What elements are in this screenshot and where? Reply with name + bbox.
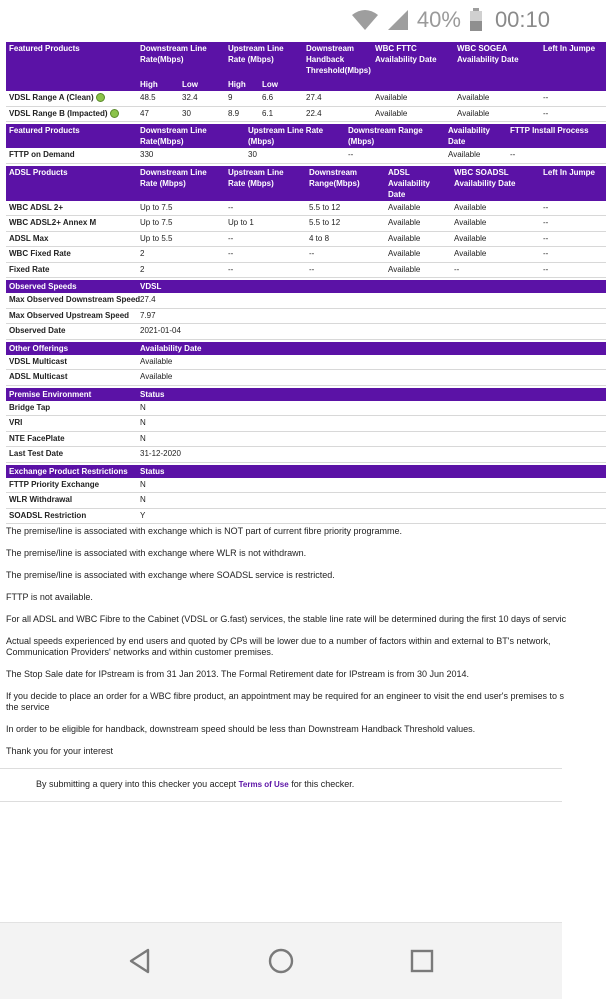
cell: 30 [179,106,225,122]
col-featured-products: Featured Products [6,124,137,148]
table-row [6,324,606,340]
table-row [6,416,606,432]
product-name: WBC ADSL2+ Annex M [6,216,137,232]
table-row [6,148,606,163]
cell: 2 [137,262,225,278]
col-featured-products: Featured Products [6,42,137,78]
home-icon[interactable] [267,947,295,975]
status-bar [0,0,562,40]
cell: 31-12-2020 [137,447,606,463]
subheader-blank [303,78,372,91]
cell: Available [385,201,451,216]
table-row [6,308,606,324]
row-label: NTE FacePlate [6,431,137,447]
cell: -- [451,262,540,278]
col-other-offerings: Other Offerings [6,342,137,355]
note [0,691,565,713]
cell: -- [540,91,606,106]
note-line: The premise/line is associated with exchange which is NOT part of current fibre priority programme. [6,526,402,536]
cell: 48.5 [137,91,179,106]
col-left-in-jumper: Left In Jumpe [540,166,606,201]
cell: Up to 7.5 [137,201,225,216]
col-adsl-products: ADSL Products [6,166,137,201]
cell: Available [454,91,540,106]
cell: -- [540,201,606,216]
product-name: VDSL Range B (Impacted) [6,106,137,122]
cell: -- [225,231,306,247]
row-label: Bridge Tap [6,401,137,416]
cell: Available [385,231,451,247]
product-name: WBC ADSL 2+ [6,201,137,216]
col-vdsl: VDSL [137,280,606,293]
adsl-table [6,166,606,279]
note [0,746,562,757]
cell: Available [451,231,540,247]
signal-icon [387,9,409,31]
cell: Up to 1 [225,216,306,232]
fibre-icon [96,93,105,102]
cell: -- [225,201,306,216]
table-row [6,447,606,463]
note [0,614,567,625]
note [0,669,562,680]
col-downstream-range: Downstream Range(Mbps) [306,166,385,201]
cell: Available [454,106,540,122]
cell: Available [137,355,606,370]
cell: 47 [137,106,179,122]
cell: N [137,493,606,509]
product-name: WBC Fixed Rate [6,247,137,263]
col-left-in-jumper: Left In Jumpe [540,42,606,78]
fttp-table [6,124,606,164]
note-line: The premise/line is associated with exchange where WLR is not withdrawn. [6,548,307,558]
table-row [6,493,606,509]
table-row [6,401,606,416]
exchange-restrictions-table [6,465,606,525]
cell: N [137,478,606,493]
note [0,636,562,658]
cell: 2 [137,247,225,263]
note [0,592,562,603]
cell: -- [225,262,306,278]
cell: Available [451,247,540,263]
cell: -- [540,247,606,263]
subheader-blank [540,78,606,91]
note [0,548,562,559]
col-premise-environment: Premise Environment [6,388,137,401]
cell: -- [540,262,606,278]
cell: 5.5 to 12 [306,201,385,216]
col-downstream-rate: Downstream Line Rate(Mbps) [137,124,245,148]
cell: -- [306,247,385,263]
table-row [6,370,606,386]
cell: -- [507,148,606,163]
cell: Available [385,247,451,263]
col-downstream-rate: Downstream Line Rate (Mbps) [137,166,225,201]
cell: Available [372,91,454,106]
col-availability-date: Availability Date [445,124,507,148]
table-row [6,91,606,106]
cell: N [137,401,606,416]
subheader-blank [372,78,454,91]
battery-icon [469,8,483,32]
note-line: If you decide to place an order for a WBC fibre product, an appointment may be required for an engineer to visit the end user's premises to s [6,691,565,701]
col-soadsl-availability: WBC SOADSL Availability Date [451,166,540,201]
note-line: the service [6,702,50,712]
row-label: FTTP Priority Exchange [6,478,137,493]
premise-environment-table [6,388,606,463]
note [0,526,562,537]
table-row [6,231,606,247]
note-line: For all ADSL and WBC Fibre to the Cabinet (VDSL or G.fast) services, the stable line rate will be determined during the first 10 days of servic [6,614,567,624]
cell: Available [137,370,606,386]
note-line: The Stop Sale date for IPstream is from 31 Jan 2013. The Formal Retirement date for IPstream is from 30 Jun 2014. [6,669,470,679]
note-line: The premise/line is associated with exchange where SOADSL service is restricted. [6,570,335,580]
table-row [6,201,606,216]
row-label: VRI [6,416,137,432]
cell: 9 [225,91,259,106]
cell: Available [385,216,451,232]
note-line: FTTP is not available. [6,592,93,602]
col-downstream-rate: Downstream Line Rate(Mbps) [137,42,225,78]
cell: Available [385,262,451,278]
cell: 2021-01-04 [137,324,606,340]
col-upstream-rate: Upstream Line Rate (Mbps) [225,166,306,201]
col-upstream-rate: Upstream Line Rate (Mbps) [245,124,345,148]
note-line: Actual speeds experienced by end users and quoted by CPs will be lower due to a number of factors within and external to BT's network, [6,636,551,646]
terms-of-use-link[interactable]: Terms of Use [238,780,289,789]
row-label: Last Test Date [6,447,137,463]
product-name: ADSL Max [6,231,137,247]
table-row [6,478,606,493]
navigation-bar [0,922,562,999]
row-label: Observed Date [6,324,137,340]
recents-icon[interactable] [408,947,436,975]
col-sogea-availability: WBC SOGEA Availability Date [454,42,540,78]
col-upstream-rate: Upstream Line Rate (Mbps) [225,42,303,78]
col-downstream-range: Downstream Range (Mbps) [345,124,445,148]
cell: 7.97 [137,308,606,324]
note [0,570,562,581]
table-row [6,262,606,278]
cell: 4 to 8 [306,231,385,247]
row-label: WLR Withdrawal [6,493,137,509]
note-line: In order to be eligible for handback, downstream speed should be less than Downstream Handback Threshold values. [6,724,476,734]
subheader-high: High [137,78,179,91]
cell: N [137,416,606,432]
cell: 27.4 [303,91,372,106]
battery-percent: 40% [416,7,461,32]
subheader-low: Low [259,78,303,91]
row-label: ADSL Multicast [6,370,137,386]
row-label: SOADSL Restriction [6,508,137,524]
row-label: Max Observed Downstream Speed [6,293,137,308]
cell: 32.4 [179,91,225,106]
col-observed-speeds: Observed Speeds [6,280,137,293]
col-availability-date: Availability Date [137,342,606,355]
observed-speeds-table [6,280,606,340]
table-row [6,106,606,122]
col-status: Status [137,388,606,401]
note-line: Communication Providers' networks and within customer premises. [6,647,274,657]
cell: Up to 5.5 [137,231,225,247]
cell: -- [345,148,445,163]
footer-text: for this checker. [288,779,355,789]
other-offerings-table [6,342,606,386]
product-name: VDSL Range A (Clean) [6,91,137,106]
cell: Available [451,216,540,232]
table-row [6,216,606,232]
table-row [6,247,606,263]
fttc-table [6,42,606,122]
fibre-icon [110,109,119,118]
cell: -- [225,247,306,263]
cell: Available [445,148,507,163]
cell: Y [137,508,606,524]
table-row [6,431,606,447]
cell: -- [540,231,606,247]
subheader-blank [454,78,540,91]
cell: 6.1 [259,106,303,122]
cell: 5.5 to 12 [306,216,385,232]
cell: 8.9 [225,106,259,122]
wifi-icon [351,9,379,31]
product-name: Fixed Rate [6,262,137,278]
clock: 00:10 [494,7,550,32]
terms-footer [0,768,562,802]
cell: Up to 7.5 [137,216,225,232]
note-line: Thank you for your interest [6,746,114,756]
col-status: Status [137,465,606,478]
footer-text: By submitting a query into this checker you accept [36,779,239,789]
cell: Available [451,201,540,216]
subheader-high: High [225,78,259,91]
cell: N [137,431,606,447]
checker-results [0,42,596,922]
cell: 6.6 [259,91,303,106]
cell: -- [306,262,385,278]
cell: -- [540,216,606,232]
notes [0,526,567,757]
back-icon[interactable] [126,947,154,975]
col-handback-threshold: Downstream Handback Threshold(Mbps) [303,42,372,78]
row-label: VDSL Multicast [6,355,137,370]
table-row [6,293,606,308]
col-fttc-availability: WBC FTTC Availability Date [372,42,454,78]
subheader-low: Low [179,78,225,91]
cell: 330 [137,148,245,163]
cell: 27.4 [137,293,606,308]
col-adsl-availability: ADSL Availability Date [385,166,451,201]
subheader-blank [6,78,137,91]
table-row [6,508,606,524]
product-name: FTTP on Demand [6,148,137,163]
col-exchange-restrictions: Exchange Product Restrictions [6,465,137,478]
cell: 30 [245,148,345,163]
row-label: Max Observed Upstream Speed [6,308,137,324]
cell: Available [372,106,454,122]
cell: 22.4 [303,106,372,122]
table-row [6,355,606,370]
note [0,724,562,735]
cell: -- [540,106,606,122]
col-fttp-install: FTTP Install Process [507,124,606,148]
